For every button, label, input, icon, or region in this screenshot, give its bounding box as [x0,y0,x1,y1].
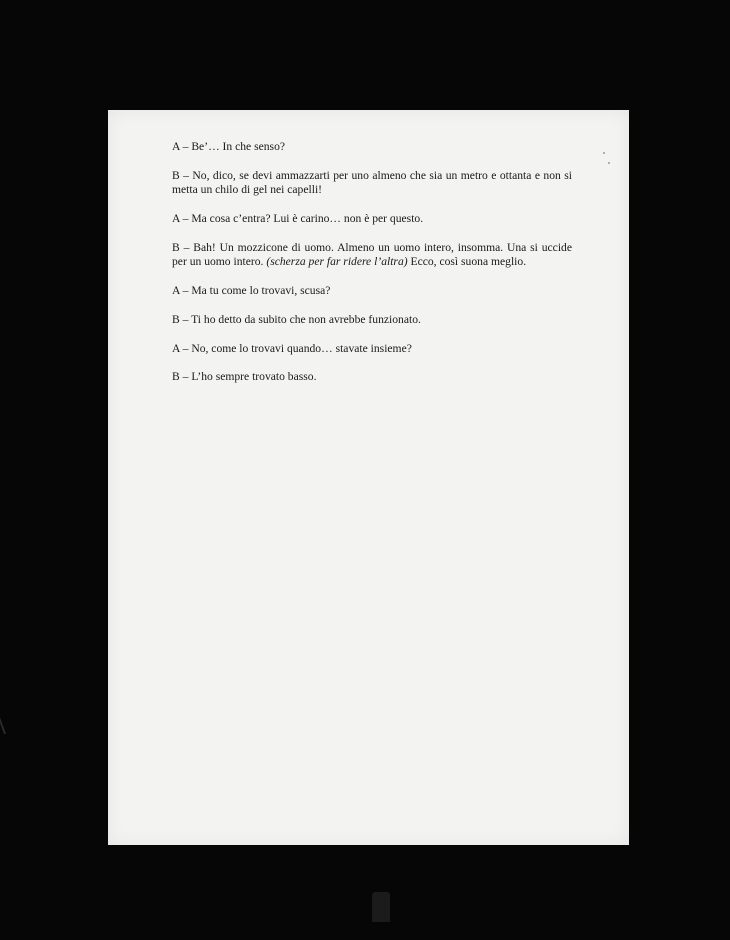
dialogue-line [172,140,572,154]
dialogue-line [172,370,572,384]
dialogue-line [172,284,572,298]
dialogue-line [172,212,572,226]
line-text: A – Be’… In che senso? [172,140,286,153]
line-text: B – Ti ho detto da subito che non avrebbe funzionato. [172,312,421,326]
line-text: A – Ma cosa c’entra? Lui è carino… non è per questo. [172,212,424,225]
line-text: A – Ma tu come lo trovavi, scusa? [172,284,331,297]
paper-speck [608,162,610,164]
dialogue-line [172,169,572,198]
line-text: A – No, come lo trovavi quando… stavate insieme? [172,341,412,355]
paper-page [108,110,629,845]
dialogue-line [172,313,572,327]
line-text: B – Bah! Un mozzicone di uomo. Almeno un uomo intero, insomma. Una si uccide per un uomo intero. [172,240,572,269]
line-text: B – No, dico, se devi ammazzarti per uno almeno che sia un metro e ottanta e non si metta un chilo di gel nei capelli! [172,168,572,197]
line-text: B – L’ho sempre trovato basso. [172,370,317,384]
stage-direction: (scherza per far ridere l’altra) [266,255,408,269]
dialogue-line [172,342,572,356]
paper-speck [603,152,605,154]
dialogue-line [172,241,572,270]
binder-clip-shadow [372,892,390,922]
dialogue-text [172,140,572,399]
line-text: Ecco, così suona meglio. [407,255,527,269]
